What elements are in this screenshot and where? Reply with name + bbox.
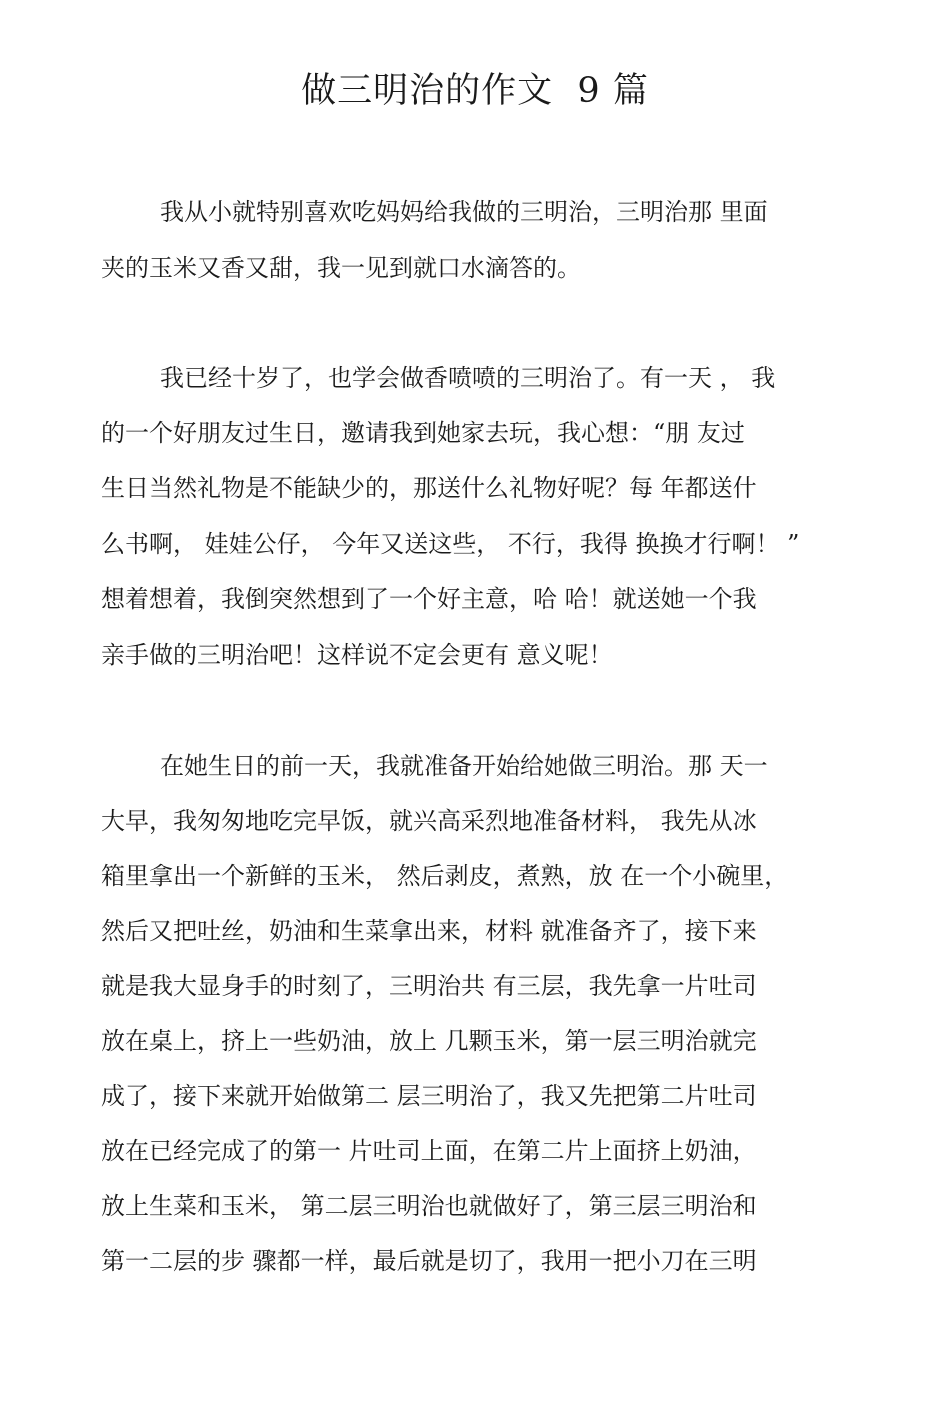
paragraph-1-line-2: 夹的玉米又香又甜，我一见到就口水滴答的。 — [101, 254, 581, 282]
paragraph-3-line-6: 放在桌上，挤上一些奶油，放上 几颗玉米，第一层三明治就完 — [101, 1027, 757, 1055]
paragraph-2-line-2: 的一个好朋友过生日，邀请我到她家去玩，我心想：“朋 友过 — [101, 419, 745, 447]
paragraph-2-line-6: 亲手做的三明治吧！这样说不定会更有 意义呢！ — [101, 641, 613, 669]
paragraph-3-line-1: 在她生日的前一天，我就准备开始给她做三明治。那 天一 — [160, 752, 768, 780]
paragraph-3-line-10: 第一二层的步 骤都一样，最后就是切了，我用一把小刀在三明 — [101, 1247, 757, 1275]
paragraph-3-line-4: 然后又把吐丝，奶油和生菜拿出来，材料 就准备齐了，接下来 — [101, 917, 757, 945]
paragraph-2-line-4: 么书啊， 娃娃公仔， 今年又送这些， 不行，我得 换换才行啊！ ” — [101, 530, 800, 558]
paragraph-3-line-7: 成了，接下来就开始做第二 层三明治了，我又先把第二片吐司 — [101, 1082, 757, 1110]
paragraph-1-line-1: 我从小就特别喜欢吃妈妈给我做的三明治，三明治那 里面 — [160, 198, 768, 226]
paragraph-3-line-8: 放在已经完成了的第一 片吐司上面，在第二片上面挤上奶油， — [101, 1137, 757, 1165]
page-title: 做三明治的作文 9 篇 — [301, 71, 649, 111]
paragraph-3-line-9: 放上生菜和玉米， 第二层三明治也就做好了，第三层三明治和 — [101, 1192, 757, 1220]
paragraph-3-line-5: 就是我大显身手的时刻了，三明治共 有三层，我先拿一片吐司 — [101, 972, 757, 1000]
paragraph-2-line-5: 想着想着，我倒突然想到了一个好主意，哈 哈！就送她一个我 — [101, 585, 757, 613]
paragraph-3-line-3: 箱里拿出一个新鲜的玉米， 然后剥皮，煮熟，放 在一个小碗里， — [101, 862, 789, 890]
paragraph-2-line-3: 生日当然礼物是不能缺少的，那送什么礼物好呢？每 年都送什 — [101, 474, 757, 502]
paragraph-2-line-1: 我已经十岁了，也学会做香喷喷的三明治了。有一天 ， 我 — [160, 364, 776, 392]
paragraph-3-line-2: 大早，我匆匆地吃完早饭，就兴高采烈地准备材料， 我先从冰 — [101, 807, 757, 835]
